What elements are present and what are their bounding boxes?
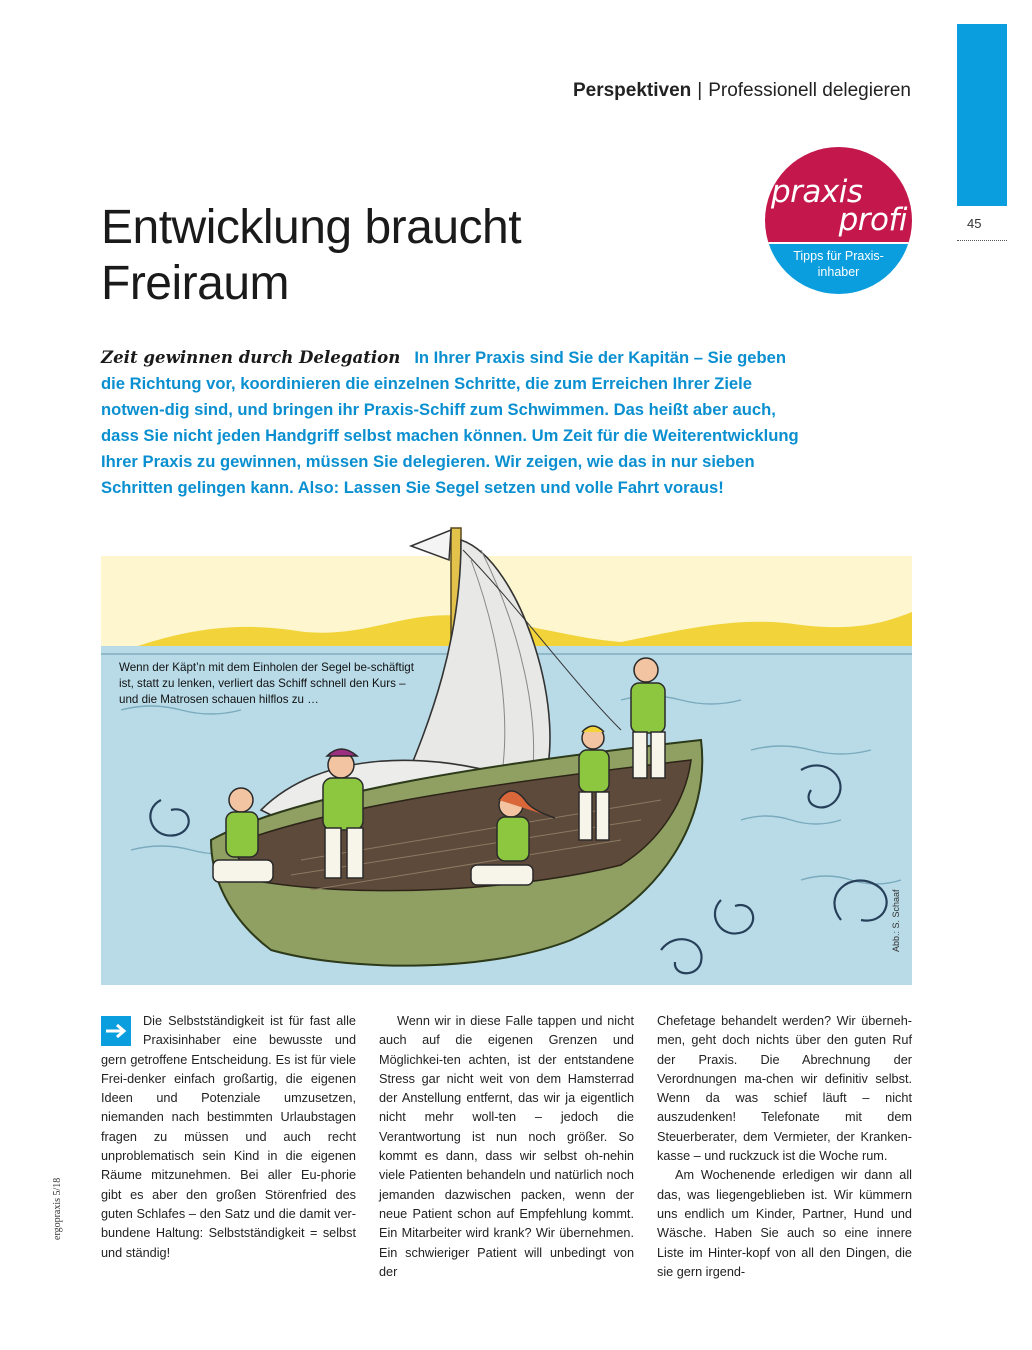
header-section: Perspektiven <box>572 80 692 101</box>
header-topic: Professionell delegieren <box>708 80 911 101</box>
praxisprofi-badge <box>765 147 912 294</box>
body-column-2 <box>379 1012 634 1282</box>
title-line-2: Freiraum <box>101 257 290 310</box>
lead-paragraph <box>101 344 801 501</box>
body-paragraph: Am Wochenende erledigen wir dann all das, was liegengeblieben ist. Wir kümmern uns endlich um Kinder, Partner, Hund und Wäsche. Haben Sie auch so eine innere Liste im Hinter-kopf von all den Dingen, die sie gern irgend- <box>657 1168 912 1279</box>
article-title <box>101 200 521 312</box>
running-header <box>573 80 911 102</box>
title-line-1: Entwicklung braucht <box>101 201 522 254</box>
badge-tagline-line1: Tipps für Praxis- <box>793 249 884 263</box>
header-separator: | <box>697 80 703 101</box>
badge-word-profi: profi <box>838 202 907 238</box>
lead-text: In Ihrer Praxis sind Sie der Kapitän – Sie geben die Richtung vor, koordinieren die einzelnen Schritte, die zum Erreichen Ihrer Ziele notwen-dig sind, und bringen ihr Praxis-Schiff zum Schwimmen. Das heißt aber auch, dass Sie nicht jeden Handgriff selbst machen können. Um Zeit für die Weiterentwicklung Ihrer Praxis zu gewinnen, müssen Sie delegieren. Wir zeigen, wie das in nur sieben Schritten gelingen kann. Also: Lassen Sie Segel setzen und volle Fahrt voraus! <box>101 348 799 497</box>
page-number: 45 <box>967 216 982 231</box>
journal-footer: ergopraxis 5/18 <box>52 1177 63 1240</box>
page-number-divider <box>957 240 1007 241</box>
illustration-credit: Abb.: S. Schaaf <box>891 889 901 952</box>
sailboat-illustration <box>101 520 912 985</box>
flag <box>411 530 451 560</box>
page-tab-marker <box>957 24 1007 206</box>
body-paragraph: Chefetage behandelt werden? Wir überneh-men, geht doch nichts über den guten Ruf der Praxis. Die Abrechnung der Verordnungen ma-chen wir definitiv selbst. Wenn da was schief läuft – nicht auszudenken! Telefonate mit dem Steuerberater, dem Vermieter, der Kranken-kasse – und ruckzuck ist die Woche rum. <box>657 1014 912 1164</box>
sailboat-drawing <box>101 520 912 985</box>
body-column-1 <box>101 1012 356 1263</box>
body-paragraph: Die Selbstständigkeit ist für fast alle Praxisinhaber eine bewusste und gern getroffene Entscheidung. Es ist für viele Frei-denker einfach großartig, die eigenen Ideen und Potenziale umzusetzen, niemanden nach bestimmten Urlaubstagen fragen zu müssen und auch recht unproblematisch sein Kind in die eigenen Räume mitzunehmen. Bei aller Eu-phorie gibt es aber den großen Störenfried des guten Schlafes – den Satz und die damit ver-bundene Haltung: Selbstständigkeit = selbst und ständig! <box>101 1014 356 1260</box>
badge-word-praxis: praxis <box>771 174 863 210</box>
body-paragraph: Wenn wir in diese Falle tappen und nicht auch auf die eigenen Grenzen und Möglichkei-ten achten, ist der entstandene Stress gar nicht weit von dem Hamsterrad der Anstellung entfernt, das wir ja eigentlich nicht mehr woll-ten – jedoch die Verantwortung ist nun noch größer. So kommt es dann, dass wir selbst oh-nehin viele Patienten behandeln und natürlich noch jemanden dazwischen packen, wenn der neue Patient schon auf Empfehlung kommt. Ein Mitarbeiter wird krank? Wir übernehmen. Ein schwieriger Patient will unbedingt von der <box>379 1014 634 1279</box>
lead-kicker: Zeit gewinnen durch Delegation <box>101 347 401 367</box>
badge-tagline-line2: inhaber <box>817 265 860 279</box>
arrow-right-icon <box>101 1016 131 1046</box>
body-column-3 <box>657 1012 912 1282</box>
illustration-caption: Wenn der Käpt’n mit dem Einholen der Segel be-schäftigt ist, statt zu lenken, verliert das Schiff schnell den Kurs – und die Matrosen schauen hilflos zu … <box>119 661 414 706</box>
badge-tagline <box>765 248 912 280</box>
